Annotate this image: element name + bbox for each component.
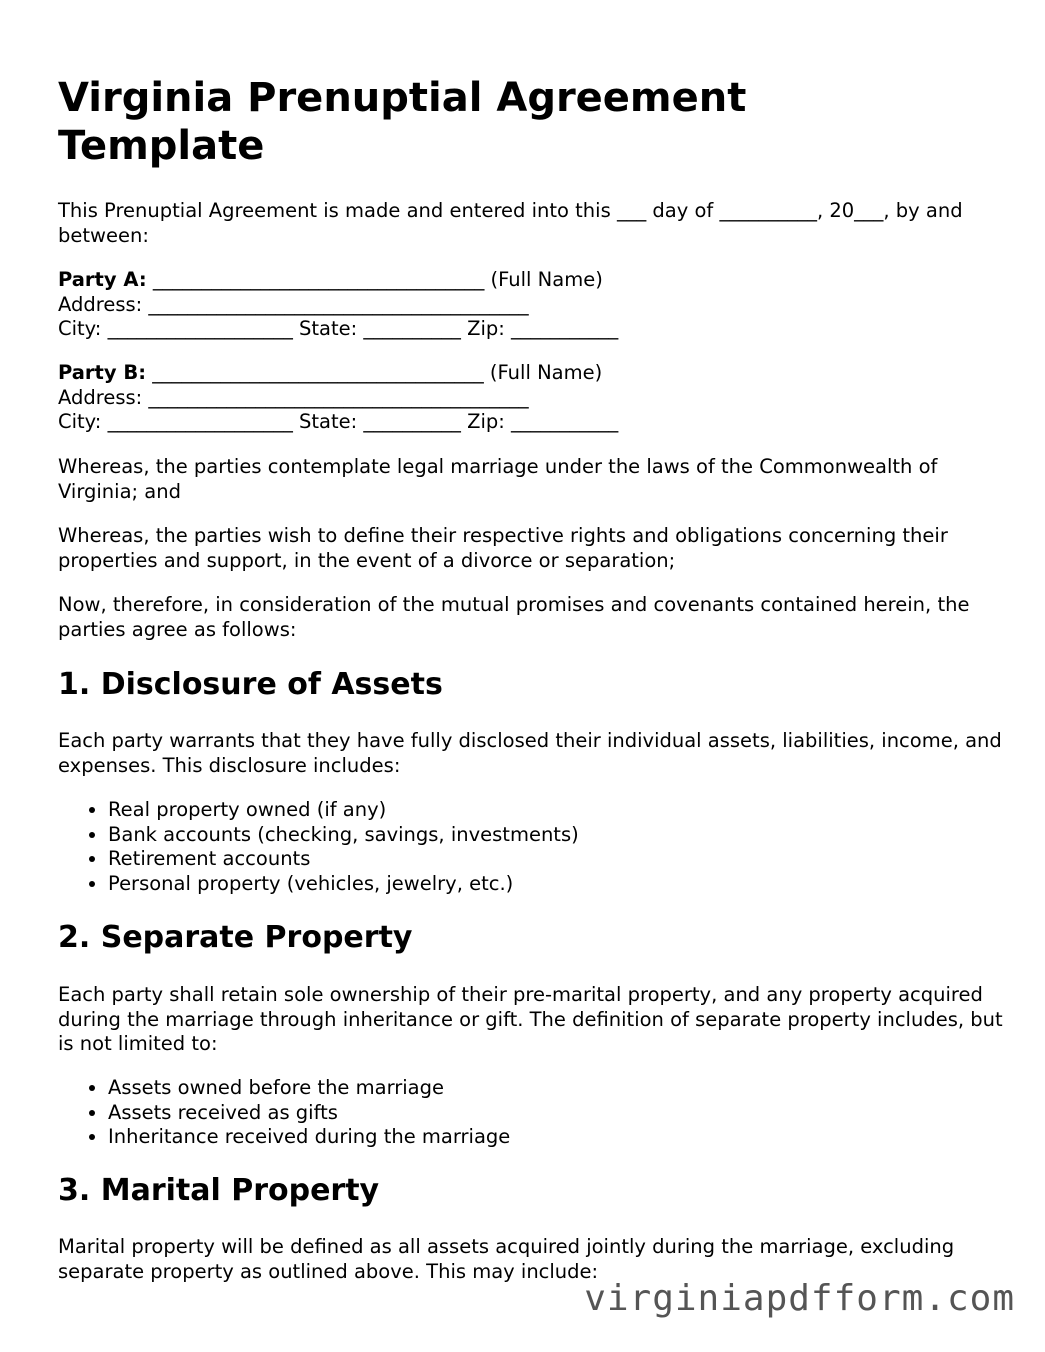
party-b-name-line: __________________________________ (Full Name) (146, 361, 603, 384)
section-2-list (58, 1076, 1045, 1150)
document-title: Virginia Prenuptial Agreement Template (58, 75, 747, 169)
party-b-city-line: City: ___________________ State: __________ Zip: ___________ (58, 410, 619, 433)
whereas-paragraph-1: Whereas, the parties contemplate legal marriage under the laws of the Commonwealth of Virginia; and (58, 455, 938, 503)
party-a-city-line: City: ___________________ State: __________ Zip: ___________ (58, 317, 619, 340)
list-item: • Personal property (vehicles, jewelry, etc.) (108, 872, 1045, 897)
party-a-block (58, 268, 1008, 342)
party-a-address: Address: _______________________________________ (58, 292, 529, 316)
section-1-list (58, 798, 1045, 896)
section-3-heading: 3. Marital Property (58, 1173, 380, 1208)
section-1-heading: 1. Disclosure of Assets (58, 667, 443, 702)
intro-paragraph: This Prenuptial Agreement is made and entered into this ___ day of __________, 20___, by and between: (58, 199, 963, 247)
section-2-body: Each party shall retain sole ownership of their pre-marital property, and any property acquired during the marriage through inheritance or gift. The definition of separate property includes, but is not limited to: (58, 983, 1003, 1055)
list-item: • Assets received as gifts (108, 1101, 1045, 1126)
list-item: • Assets owned before the marriage (108, 1076, 1045, 1101)
party-a-name-line: __________________________________ (Full Name) (146, 268, 603, 291)
whereas-paragraph-2: Whereas, the parties wish to define their respective rights and obligations concerning their properties and support, in the event of a divorce or separation; (58, 524, 948, 572)
section-1-body: Each party warrants that they have fully disclosed their individual assets, liabilities, income, and expenses. This disclosure includes: (58, 729, 1002, 777)
party-b-name-row (58, 361, 1008, 386)
now-therefore-paragraph: Now, therefore, in consideration of the mutual promises and covenants contained herein, the parties agree as follows: (58, 593, 970, 641)
party-b-address: Address: _______________________________________ (58, 385, 529, 409)
watermark: virginiapdfform.com (584, 1278, 1015, 1319)
list-item: • Real property owned (if any) (108, 798, 1045, 823)
list-item: • Bank accounts (checking, savings, investments) (108, 823, 1045, 848)
section-3-body: Marital property will be defined as all assets acquired jointly during the marriage, excluding separate property as outlined above. This may include: (58, 1235, 955, 1283)
party-a-label: Party A: (58, 268, 147, 291)
party-a-name-row (58, 268, 1008, 293)
party-b-block (58, 361, 1008, 435)
list-item: • Retirement accounts (108, 847, 1045, 872)
party-b-label: Party B: (58, 361, 147, 384)
section-2-heading: 2. Separate Property (58, 920, 413, 955)
list-item: • Inheritance received during the marriage (108, 1125, 1045, 1150)
